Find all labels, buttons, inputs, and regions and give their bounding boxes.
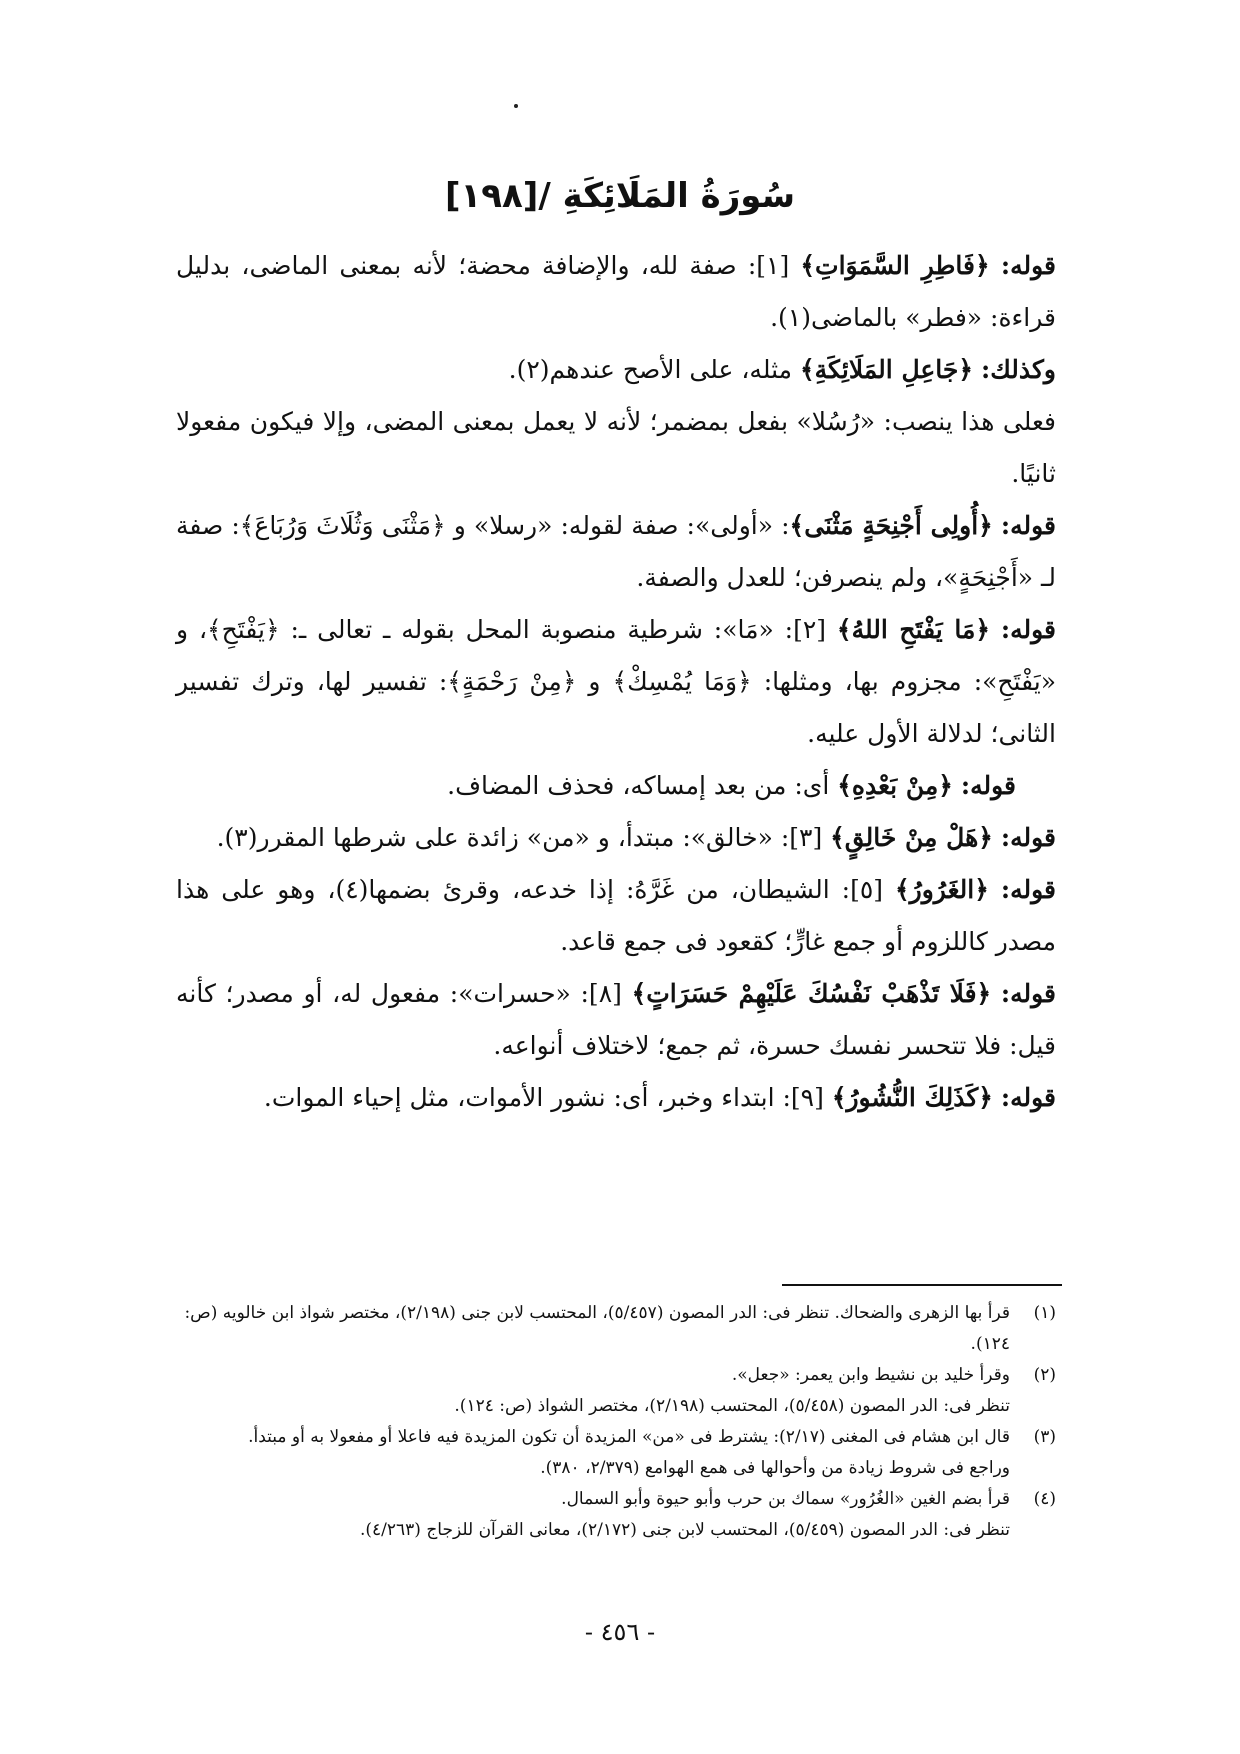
footnote-3	[176, 1422, 1056, 1453]
footnote-number: (٣)	[1033, 1427, 1056, 1447]
paragraph-text: فعلى هذا ينصب: «رُسُلا» بفعل بمضمر؛ لأنه لا يعمل بمعنى المضى، وإلا فيكون مفعولا ثانيًا.	[176, 407, 1056, 488]
keyword-label: وكذلك:	[980, 355, 1056, 384]
footnote-4-continuation: تنظر فى: الدر المصون (٥/٤٥٩)، المحتسب لابن جنى (٢/١٧٢)، معانى القرآن للزجاج (٤/٢٦٣).	[359, 1520, 1010, 1540]
verse-quote: ﴿مَا يَفْتَحِ اللهُ﴾	[836, 615, 991, 644]
keyword-label: قوله:	[1000, 823, 1056, 852]
paragraph-8	[176, 864, 1056, 968]
footnote-number: (١)	[1033, 1303, 1056, 1323]
footnote-1	[176, 1298, 1056, 1360]
commentary-body	[176, 240, 1056, 1124]
paragraph-2	[176, 344, 1056, 396]
paragraph-text: : «أولى»: صفة لقوله: «رسلا» و ﴿مَثْنَى وَثُلَاثَ وَرُبَاعَ﴾: صفة لـ «أَجْنِحَةٍ»، ولم ينصرفن؛ للعدل والصفة.	[176, 511, 1056, 592]
verse-quote: ﴿مِنْ بَعْدِهِ﴾	[837, 771, 953, 800]
verse-quote: ﴿الغَرُورُ﴾	[895, 875, 989, 904]
footnote-text: قال ابن هشام فى المغنى (٢/١٧): يشترط فى «من» المزيدة أن تكون المزيدة فيه فاعلا أو مفعولا به أو مبتدأ.	[248, 1427, 1010, 1447]
paragraph-text: [٩]: ابتداء وخبر، أى: نشور الأموات، مثل إحياء الموات.	[263, 1083, 832, 1112]
footnote-2-continuation: تنظر فى: الدر المصون (٥/٤٥٨)، المحتسب (٢/١٩٨)، مختصر الشواذ (ص: ١٢٤).	[454, 1396, 1010, 1416]
paragraph-6	[176, 760, 1056, 812]
verse-quote: ﴿جَاعِلِ المَلَائِكَةِ﴾	[800, 355, 974, 384]
surah-heading: سُورَةُ المَلَائِكَةِ /[١٩٨]	[444, 176, 796, 216]
keyword-label: قوله:	[1000, 875, 1056, 904]
paragraph-5	[176, 604, 1056, 760]
verse-quote: ﴿فَاطِرِ السَّمَوَاتِ﴾	[800, 251, 990, 280]
paragraph-text: [٨]: «حسرات»: مفعول له، أو مصدر؛ كأنه قيل: فلا تتحسر نفسك حسرة، ثم جمع؛ لاختلاف أنواعه.	[176, 979, 1056, 1060]
paragraph-text: [٢]: «مَا»: شرطية منصوبة المحل بقوله ـ تعالى ـ: ﴿يَفْتَحِ﴾، و «يَفْتَحِ»: مجزوم بها، ومثلها: ﴿وَمَا يُمْسِكْ﴾ و ﴿مِنْ رَحْمَةٍ﴾: تفسير لها، وترك تفسير الثانى؛ لدلالة الأول عليه.	[176, 615, 1056, 748]
keyword-label: قوله:	[1000, 251, 1056, 280]
paragraph-4	[176, 500, 1056, 604]
footnote-4	[176, 1484, 1056, 1515]
footnote-number: (٤)	[1033, 1489, 1056, 1509]
paragraph-text: مثله، على الأصح عندهم(٢).	[508, 355, 800, 384]
paragraph-7	[176, 812, 1056, 864]
footnote-3-continuation: وراجع فى شروط زيادة من وأحوالها فى همع الهوامع (٢/٣٧٩، ٣٨٠).	[540, 1458, 1010, 1478]
paragraph-text: أى: من بعد إمساكه، فحذف المضاف.	[447, 771, 838, 800]
paragraph-3	[176, 396, 1056, 500]
paragraph-1	[176, 240, 1056, 344]
verse-quote: ﴿أُولِى أَجْنِحَةٍ مَثْنَى﴾	[789, 511, 993, 540]
paragraph-9	[176, 968, 1056, 1072]
keyword-label: قوله:	[1000, 615, 1057, 644]
keyword-label: قوله:	[1000, 511, 1056, 540]
verse-quote: ﴿فَلَا تَذْهَبْ نَفْسُكَ عَلَيْهِمْ حَسَرَاتٍ﴾	[631, 979, 992, 1008]
footnote-2	[176, 1360, 1056, 1391]
paragraph-text: [٣]: «خالق»: مبتدأ، و «من» زائدة على شرطها المقرر(٣).	[216, 823, 831, 852]
footnote-text: قرأ بها الزهرى والضحاك. تنظر فى: الدر المصون (٥/٤٥٧)، المحتسب لابن جنى (٢/١٩٨)، مختصر شواذ ابن خالويه (ص: ١٢٤).	[184, 1303, 1010, 1354]
speck-mark	[514, 104, 518, 108]
verse-quote: ﴿هَلْ مِنْ خَالِقٍ﴾	[830, 823, 993, 852]
verse-quote: ﴿كَذَلِكَ النُّشُورُ﴾	[831, 1083, 993, 1112]
keyword-label: قوله:	[1000, 1083, 1056, 1112]
paragraph-text: [٥]: الشيطان، من غَرَّهُ: إذا خدعه، وقرئ بضمها(٤)، وهو على هذا مصدر كاللزوم أو جمع غارٍّ؛ كقعود فى جمع قاعد.	[176, 875, 1056, 956]
page-number: - ٤٥٦ -	[584, 1618, 656, 1646]
footnote-text: قرأ بضم الغين «الغُرُور» سماك بن حرب وأبو حيوة وأبو السمال.	[561, 1489, 1010, 1509]
footnote-text: وقرأ خليد بن نشيط وابن يعمر: «جعل».	[731, 1365, 1010, 1385]
keyword-label: قوله:	[1000, 979, 1057, 1008]
footnote-number: (٢)	[1033, 1365, 1056, 1385]
paragraph-text: [١]: صفة لله، والإضافة محضة؛ لأنه بمعنى الماضى، بدليل قراءة: «فطر» بالماضى(١).	[176, 251, 1056, 332]
footnote-divider	[782, 1284, 1062, 1286]
footnotes	[176, 1298, 1056, 1546]
paragraph-10	[176, 1072, 1056, 1124]
keyword-label: قوله:	[960, 771, 1016, 800]
